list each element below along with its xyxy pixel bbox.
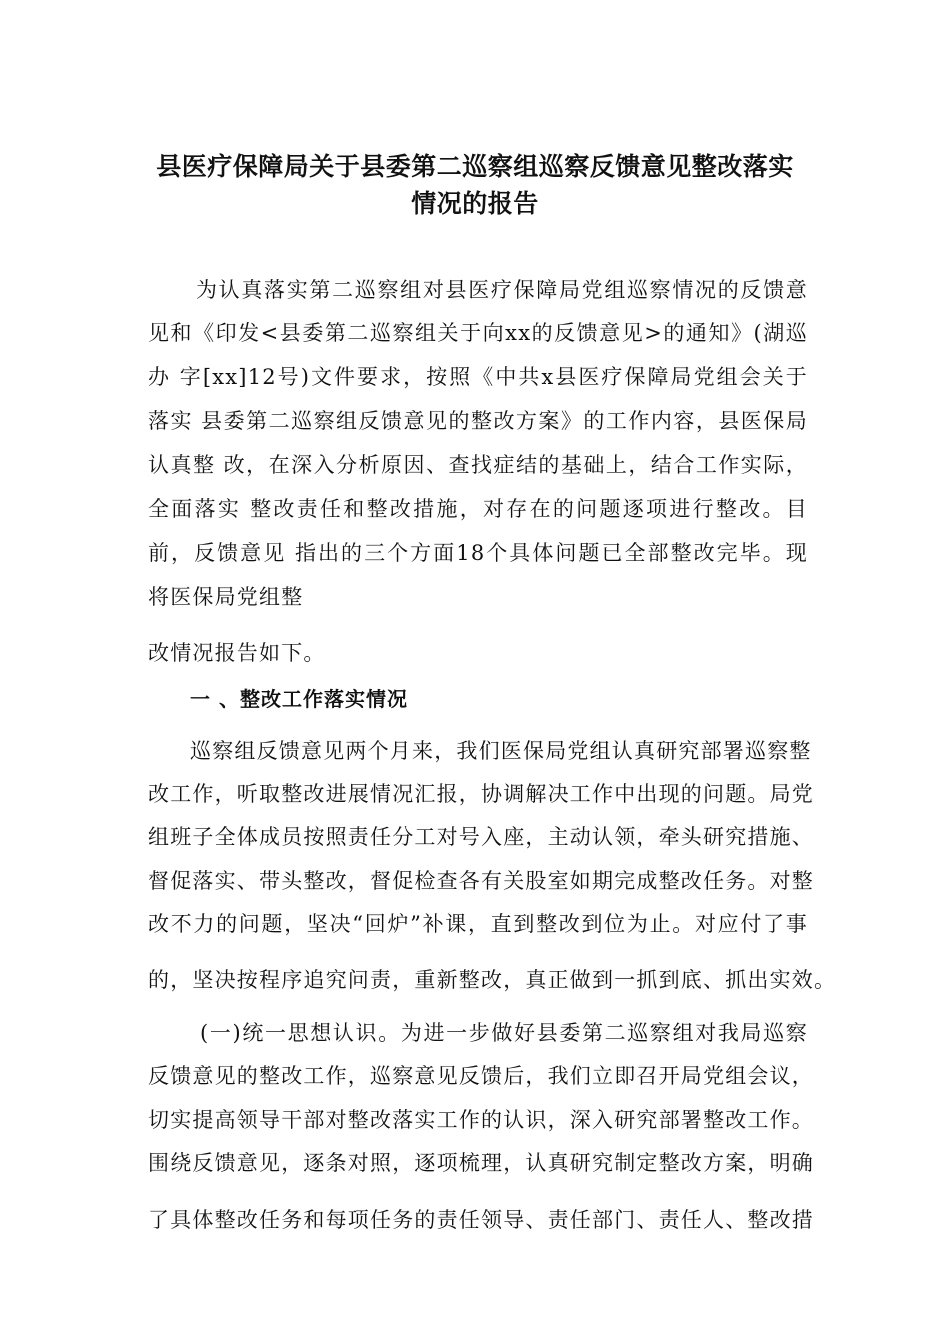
section-line: 改不力的问题，坚决“回炉”补课，直到整改到位为止。对应付了事 xyxy=(148,912,808,936)
subsection-line: 围绕反馈意见，逐条对照，逐项梳理，认真研究制定整改方案，明确 xyxy=(148,1151,814,1175)
section-line: 督促落实、带头整改，督促检查各有关股室如期完成整改任务。对整 xyxy=(148,869,814,893)
section-line: 的，坚决按程序追究问责，重新整改，真正做到一抓到底、抓出实效。 xyxy=(148,968,837,992)
intro-line: 为认真落实第二巡察组对县医疗保障局党组巡察情况的反馈意 xyxy=(196,278,808,302)
intro-line: 见和《印发<县委第二巡察组关于向xx的反馈意见>的通知》(湖巡 xyxy=(148,321,808,345)
intro-line: 将医保局党组整 xyxy=(148,585,304,609)
subsection-line: 了具体整改任务和每项任务的责任领导、责任部门、责任人、整改措 xyxy=(148,1208,814,1232)
intro-line: 改情况报告如下。 xyxy=(148,641,326,665)
subsection-line: 切实提高领导干部对整改落实工作的认识，深入研究部署整改工作。 xyxy=(148,1108,814,1132)
intro-line: 认真整 改，在深入分析原因、查找症结的基础上，结合工作实际， xyxy=(148,453,808,477)
title-line-1: 县医疗保障局关于县委第二巡察组巡察反馈意见整改落实 xyxy=(156,152,794,181)
title-line-2: 情况的报告 xyxy=(411,189,539,218)
section-line: 改工作，听取整改进展情况汇报，协调解决工作中出现的问题。局党 xyxy=(148,782,814,806)
subsection-line: 反馈意见的整改工作，巡察意见反馈后，我们立即召开局党组会议， xyxy=(148,1064,814,1088)
subsection-line: (一)统一思想认识。为进一步做好县委第二巡察组对我局巡察 xyxy=(200,1021,808,1045)
intro-line: 办 字[xx]12号)文件要求，按照《中共x县医疗保障局党组会关于 xyxy=(148,365,808,389)
document-title xyxy=(120,148,830,222)
section-heading: 一 、整改工作落实情况 xyxy=(190,687,408,711)
section-line: 巡察组反馈意见两个月来，我们医保局党组认真研究部署巡察整 xyxy=(190,739,812,763)
intro-line: 全面落实 整改责任和整改措施，对存在的问题逐项进行整改。目 xyxy=(148,497,808,521)
section-line: 组班子全体成员按照责任分工对号入座，主动认领，牵头研究措施、 xyxy=(148,825,814,849)
intro-line: 落实 县委第二巡察组反馈意见的整改方案》的工作内容，县医保局 xyxy=(148,409,808,433)
intro-line: 前，反馈意见 指出的三个方面18个具体问题已全部整改完毕。现 xyxy=(148,541,808,565)
